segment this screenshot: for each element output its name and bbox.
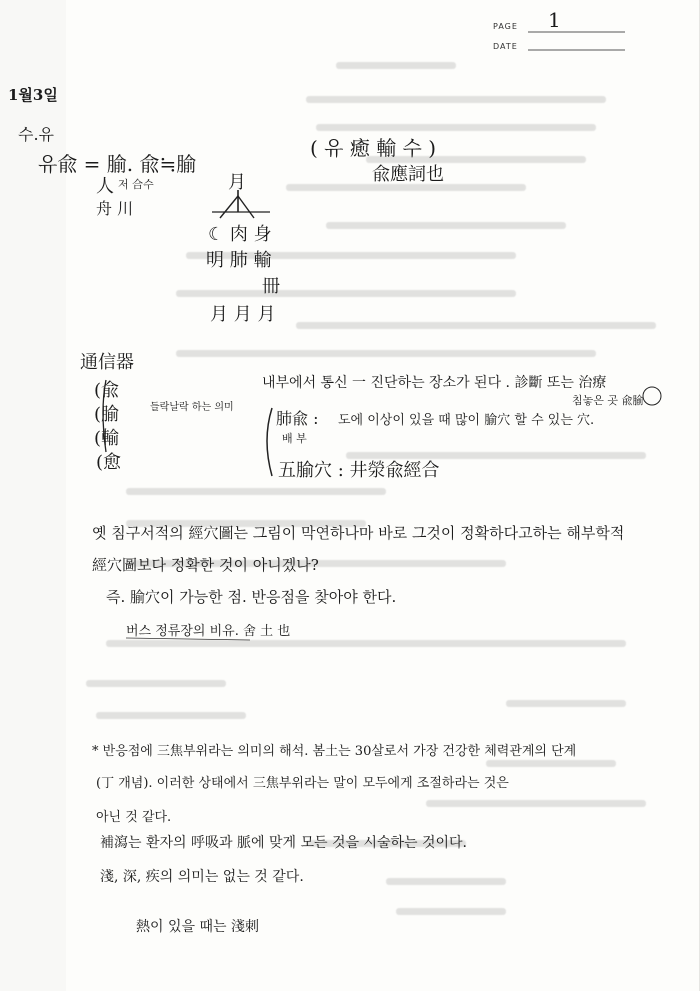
paragraph-line-4: 버스 정류장의 비유. 舍 土 也 [126, 624, 291, 639]
middle-line-3: 五腧穴 : 井滎兪經合 [278, 460, 440, 481]
tree-branch-3: 冊 [262, 276, 280, 297]
paren-note: ( 유 癒 輸 수 ) [310, 136, 437, 160]
page-label: PAGE [493, 22, 518, 31]
middle-line-1: 내부에서 통신 一 진단하는 장소가 된다 . 診斷 또는 治療 [262, 375, 607, 391]
tree-bottom: 月 月 月 [210, 304, 276, 325]
tree-root: 月 [228, 172, 246, 193]
definition: 兪應詞也 [372, 164, 444, 185]
note-line-1: * 반응점에 三焦부위라는 의미의 해석. 봄土는 30살로서 가장 건강한 체력관계의 단계 [92, 744, 577, 759]
note-line-6: 熱이 있을 때는 淺刺 [136, 919, 259, 935]
component-top: 人 [96, 176, 114, 197]
variant-3: (輸 [94, 428, 120, 449]
middle-line-2-sub: 배 부 [282, 432, 307, 445]
date-label: DATE [493, 42, 518, 51]
note-line-5: 淺, 深, 疾의 의미는 없는 것 같다. [100, 869, 304, 885]
tree-branch-2: 明 肺 輸 [206, 250, 272, 271]
variant-2: (腧 [94, 404, 120, 425]
note-line-3: 아닌 것 같다. [96, 810, 172, 825]
middle-line-1-side: 침놓은 곳 兪腧 [572, 394, 644, 407]
variant-4: (愈 [96, 452, 122, 473]
note-date: 1월3일 [8, 86, 58, 104]
component-bottom: 舟 川 [96, 199, 134, 218]
variant-1: (兪 [94, 380, 120, 401]
paragraph-line-3: 즉. 腧穴이 가능한 점. 반응점을 찾아야 한다. [106, 588, 397, 606]
variant-note: 들락날락 하는 의미 [150, 402, 234, 413]
middle-line-2-head: 肺兪 : [276, 409, 319, 428]
reading-label: 수.유 [18, 125, 54, 144]
note-line-4: 補瀉는 환자의 呼吸과 脈에 맞게 모든 것을 시술하는 것이다. [100, 835, 468, 851]
middle-line-2-text: 도에 이상이 있을 때 많이 腧穴 할 수 있는 穴. [338, 413, 595, 428]
paragraph-line-2: 經穴圖보다 정확한 것이 아니겠나? [92, 556, 319, 574]
paragraph-line-1: 옛 침구서적의 經穴圖는 그림이 막연하나마 바로 그것이 정확하다고하는 해부학적 [92, 524, 625, 542]
note-line-2: (丁 개념). 이러한 상태에서 三焦부위라는 말이 모두에게 조절하라는 것은 [96, 776, 509, 791]
equation-line: 유兪 = 腧. 兪≒腧 [38, 152, 197, 176]
component-note: 저 合수 [118, 178, 154, 191]
page-number: 1 [548, 8, 561, 32]
tree-branch-1: ☾ 肉 身 [208, 224, 272, 245]
term-heading: 通信器 [80, 352, 134, 373]
